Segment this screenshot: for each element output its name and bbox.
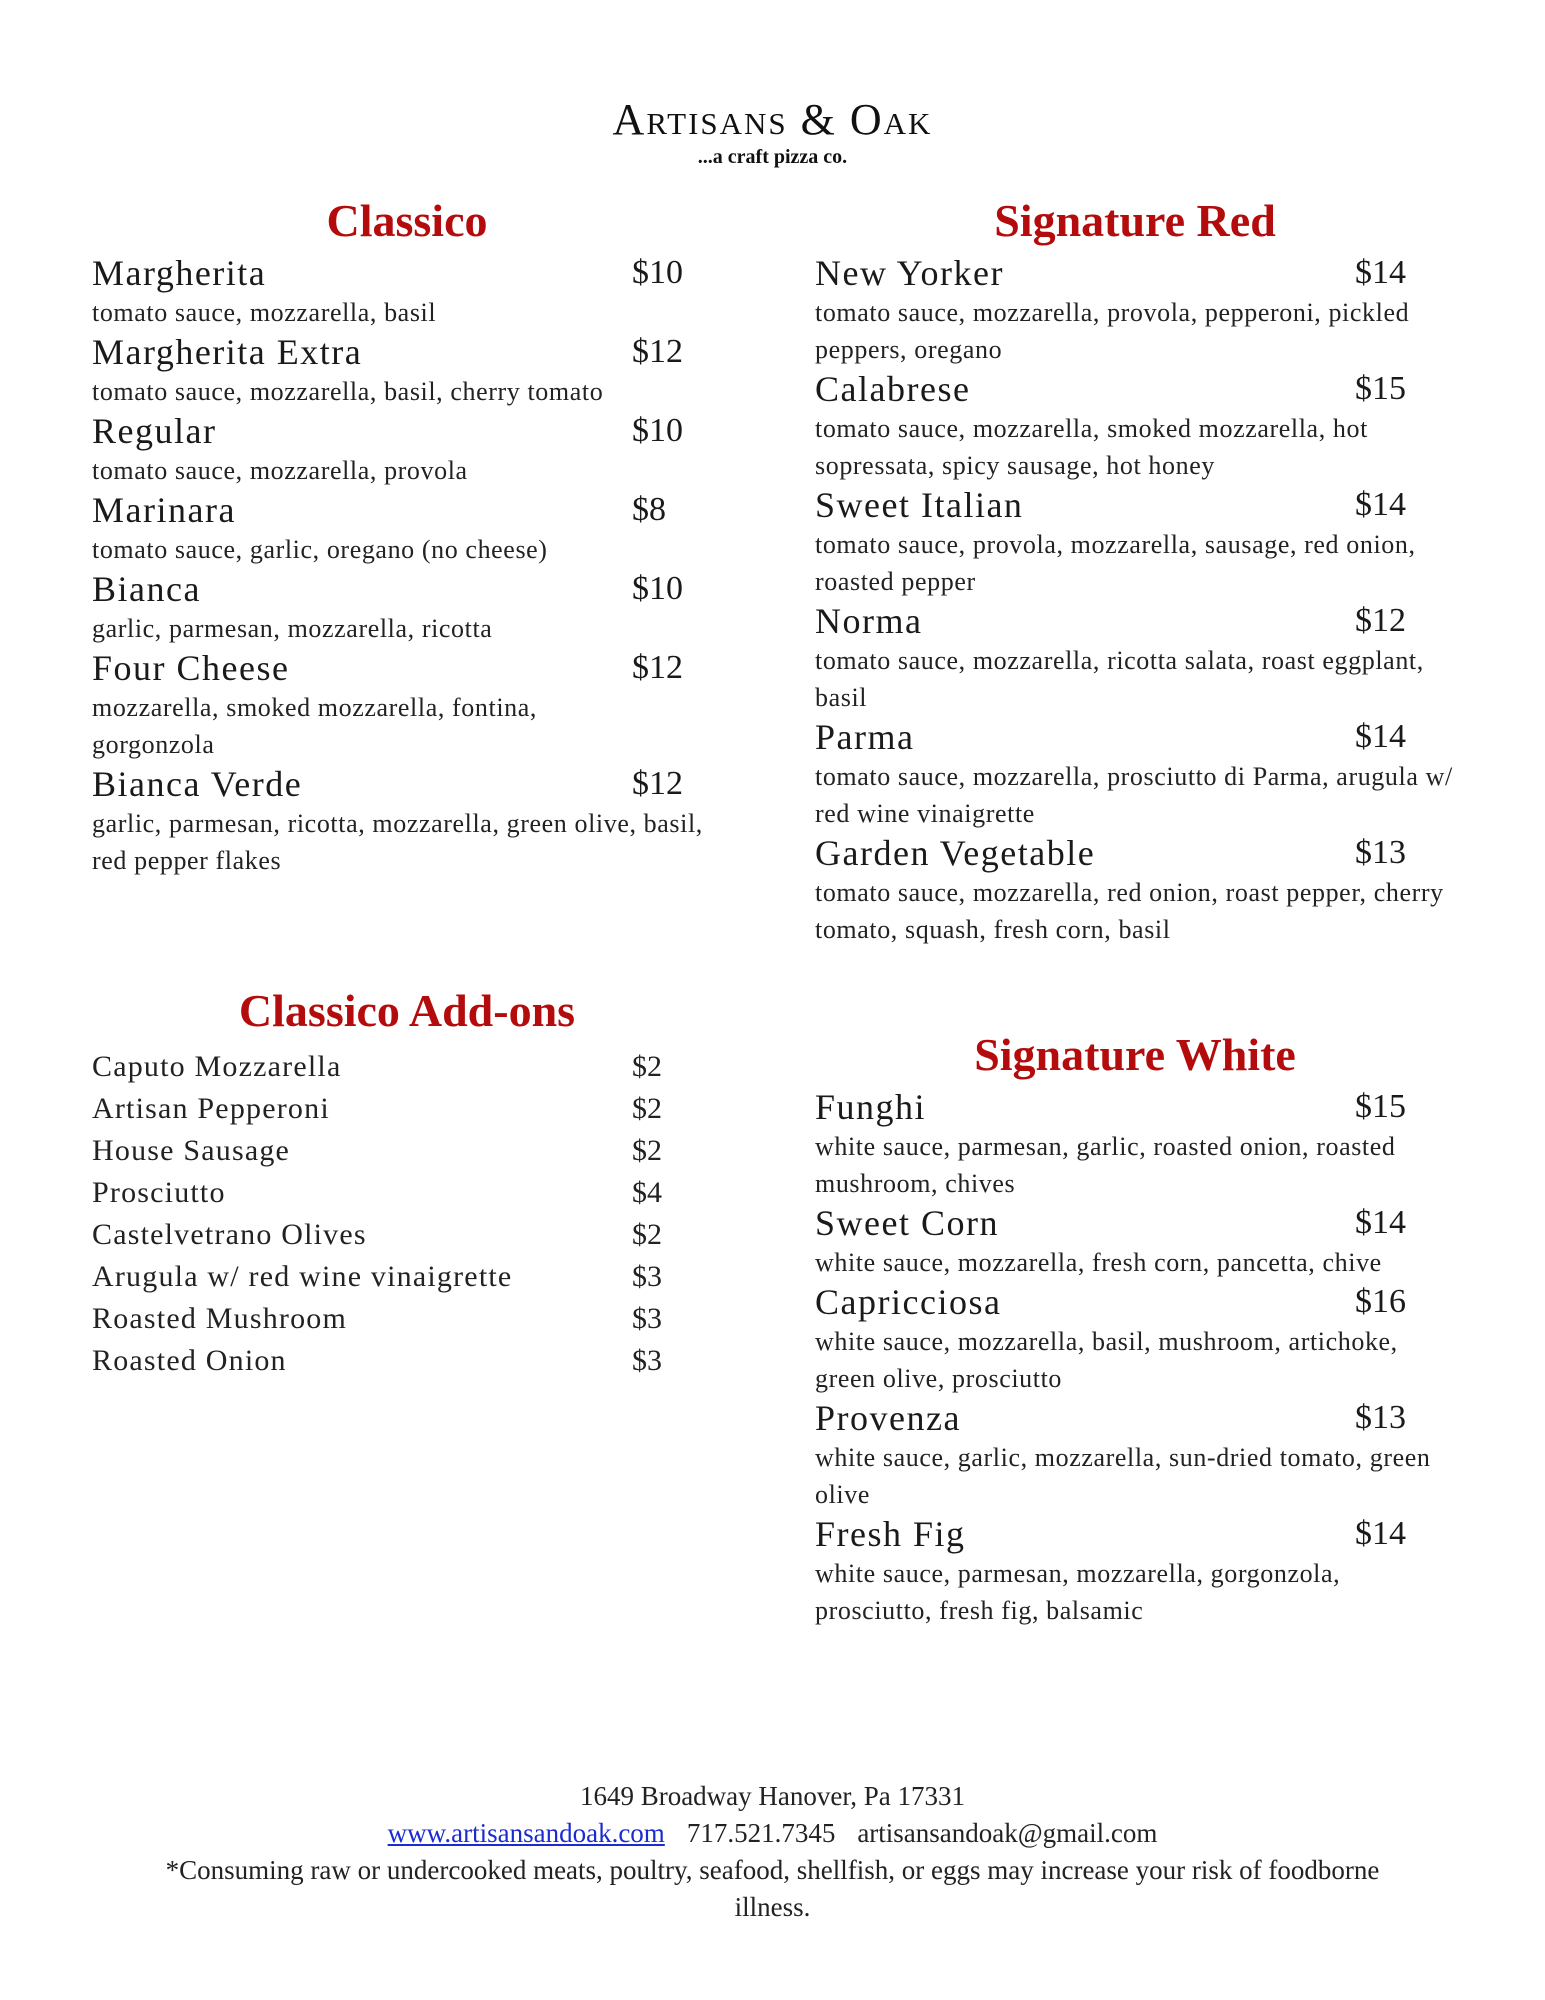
item-price: $14 [1355, 254, 1406, 291]
item-price: $12 [632, 765, 683, 802]
item-description: tomato sauce, mozzarella, basil, cherry tomato [92, 377, 604, 406]
item-name: Bianca Verde [92, 764, 303, 804]
item-description: white sauce, mozzarella, basil, mushroom, artichoke, green olive, prosciutto [815, 1327, 1398, 1393]
addon-item [92, 1046, 712, 1088]
item-price: $13 [1355, 834, 1406, 871]
item-name: Norma [815, 601, 923, 641]
addon-name: Artisan Pepperoni [92, 1092, 330, 1125]
item-name: Sweet Italian [815, 485, 1024, 525]
item-name: Margherita [92, 253, 267, 293]
classico-title: Classico [326, 195, 488, 246]
addon-item [92, 1340, 712, 1382]
addon-name: Arugula w/ red wine vinaigrette [92, 1260, 513, 1293]
item-name: Provenza [815, 1398, 961, 1438]
item-name: Garden Vegetable [815, 833, 1096, 873]
item-name: Marinara [92, 490, 236, 530]
addon-item [92, 1298, 712, 1340]
item-name: Margherita Extra [92, 332, 363, 372]
disclaimer: *Consuming raw or undercooked meats, poultry, seafood, shellfish, or eggs may increase your risk of foodborne illness. [165, 1855, 1380, 1922]
addon-item [92, 1256, 712, 1298]
item-name: Capricciosa [815, 1282, 1002, 1322]
item-name: Sweet Corn [815, 1203, 999, 1243]
addon-price: $4 [632, 1176, 662, 1209]
item-name: Fresh Fig [815, 1514, 966, 1554]
signature-red-section [815, 195, 1460, 948]
addons-title: Classico Add-ons [238, 985, 576, 1036]
addon-price: $2 [632, 1092, 662, 1125]
signature-white-title: Signature White [974, 1029, 1296, 1080]
menu-item [815, 716, 1460, 832]
item-description: tomato sauce, mozzarella, smoked mozzarella, hot sopressata, spicy sausage, hot honey [815, 414, 1368, 480]
item-price: $14 [1355, 486, 1406, 523]
addon-price: $3 [632, 1302, 662, 1335]
menu-item [815, 368, 1460, 484]
contact-line [0, 1815, 1545, 1852]
menu-item [815, 252, 1460, 368]
item-description: white sauce, parmesan, mozzarella, gorgonzola, prosciutto, fresh fig, balsamic [815, 1559, 1341, 1625]
brand-name: Artisans & Oak [612, 95, 933, 144]
item-name: Calabrese [815, 369, 971, 409]
addon-item [92, 1088, 712, 1130]
addon-name: Prosciutto [92, 1176, 226, 1209]
menu-item [92, 568, 712, 647]
addon-price: $3 [632, 1260, 662, 1293]
phone-number: 717.521.7345 [686, 1818, 836, 1848]
addon-name: Castelvetrano Olives [92, 1218, 367, 1251]
item-description: white sauce, parmesan, garlic, roasted onion, roasted mushroom, chives [815, 1132, 1396, 1198]
menu-item [92, 763, 712, 879]
menu-item [815, 1086, 1460, 1202]
menu-item [815, 1513, 1460, 1629]
item-description: mozzarella, smoked mozzarella, fontina, gorgonzola [92, 693, 537, 759]
addon-item [92, 1172, 712, 1214]
item-price: $12 [1355, 602, 1406, 639]
email-address: artisansandoak@gmail.com [857, 1818, 1158, 1848]
item-description: tomato sauce, provola, mozzarella, sausage, red onion, roasted pepper [815, 530, 1416, 596]
addon-name: Roasted Mushroom [92, 1302, 348, 1335]
menu-item [92, 410, 712, 489]
brand-header [0, 95, 1545, 169]
classico-section [92, 195, 712, 879]
item-price: $8 [632, 491, 666, 528]
brand-tagline: ...a craft pizza co. [697, 146, 848, 168]
item-description: tomato sauce, mozzarella, prosciutto di Parma, arugula w/ red wine vinaigrette [815, 762, 1453, 828]
item-description: garlic, parmesan, mozzarella, ricotta [92, 614, 493, 643]
menu-item [92, 252, 712, 331]
item-price: $16 [1355, 1283, 1406, 1320]
addon-price: $3 [632, 1344, 662, 1377]
item-price: $10 [632, 254, 683, 291]
address: 1649 Broadway Hanover, Pa 17331 [579, 1781, 966, 1811]
item-price: $12 [632, 333, 683, 370]
menu-item [815, 1397, 1460, 1513]
item-description: tomato sauce, mozzarella, provola [92, 456, 468, 485]
item-description: tomato sauce, mozzarella, basil [92, 298, 437, 327]
addon-item [92, 1214, 712, 1256]
item-description: white sauce, garlic, mozzarella, sun-dried tomato, green olive [815, 1443, 1431, 1509]
item-name: Bianca [92, 569, 201, 609]
item-price: $12 [632, 649, 683, 686]
item-description: tomato sauce, mozzarella, red onion, roast pepper, cherry tomato, squash, fresh corn, basil [815, 878, 1444, 944]
menu-item [815, 1202, 1460, 1281]
menu-item [92, 647, 712, 763]
addons-section [92, 985, 712, 1382]
footer [0, 1778, 1545, 1926]
addon-name: House Sausage [92, 1134, 291, 1167]
signature-red-title: Signature Red [994, 195, 1276, 246]
item-name: Regular [92, 411, 217, 451]
addon-price: $2 [632, 1218, 662, 1251]
item-name: Parma [815, 717, 915, 757]
item-price: $14 [1355, 1515, 1406, 1552]
item-price: $15 [1355, 370, 1406, 407]
addon-name: Roasted Onion [92, 1344, 287, 1377]
item-name: Four Cheese [92, 648, 290, 688]
menu-item [815, 484, 1460, 600]
item-price: $13 [1355, 1399, 1406, 1436]
menu-item [92, 331, 712, 410]
item-price: $10 [632, 570, 683, 607]
website-link[interactable]: www.artisansandoak.com [387, 1818, 665, 1848]
addon-item [92, 1130, 712, 1172]
addon-name: Caputo Mozzarella [92, 1050, 342, 1083]
menu-item [815, 600, 1460, 716]
item-name: New Yorker [815, 253, 1004, 293]
item-name: Funghi [815, 1087, 927, 1127]
addon-price: $2 [632, 1134, 662, 1167]
menu-item [92, 489, 712, 568]
signature-white-section [815, 1029, 1460, 1629]
menu-item [815, 832, 1460, 948]
item-price: $14 [1355, 718, 1406, 755]
item-description: tomato sauce, mozzarella, ricotta salata, roast eggplant, basil [815, 646, 1424, 712]
item-description: garlic, parmesan, ricotta, mozzarella, green olive, basil, red pepper flakes [92, 809, 703, 875]
item-price: $10 [632, 412, 683, 449]
item-description: tomato sauce, mozzarella, provola, pepperoni, pickled peppers, oregano [815, 298, 1410, 364]
addon-price: $2 [632, 1050, 662, 1083]
item-description: white sauce, mozzarella, fresh corn, pancetta, chive [815, 1248, 1382, 1277]
menu-item [815, 1281, 1460, 1397]
item-price: $14 [1355, 1204, 1406, 1241]
item-description: tomato sauce, garlic, oregano (no cheese) [92, 535, 548, 564]
item-price: $15 [1355, 1088, 1406, 1125]
